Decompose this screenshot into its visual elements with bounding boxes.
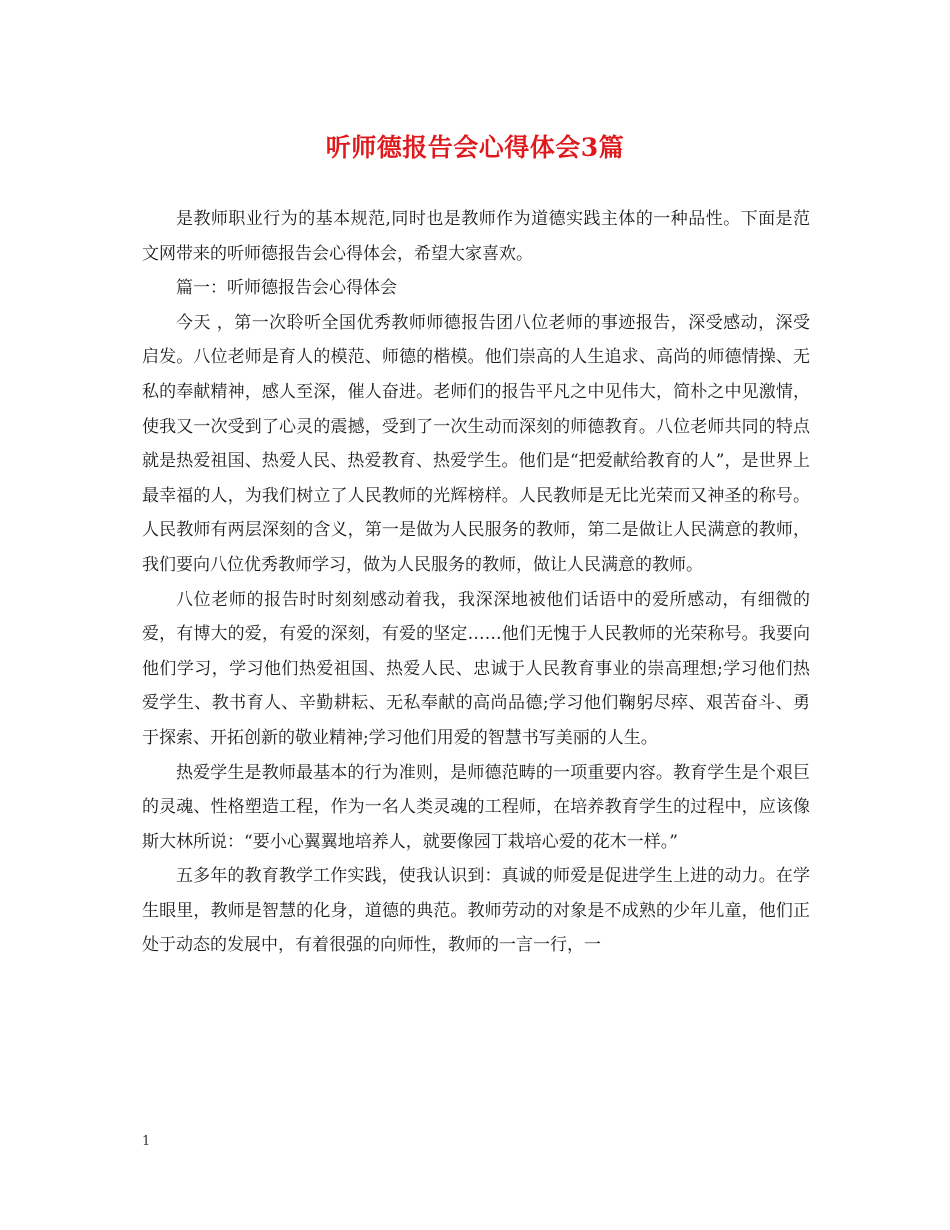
paragraph-1: 今天 ，第一次聆听全国优秀教师师德报告团八位老师的事迹报告，深受感动，深受启发。八位老师是育人的模范、师德的楷模。他们崇高的人生追求、高尚的师德情操、无私的奉献精神，感人至深，催人奋进。老师们的报告平凡之中见伟大，简朴之中见激情，使我又一次受到了心灵的震撼，受到了一次生动而深刻的师德教育。八位老师共同的特点就是热爱祖国、热爱人民、热爱教育、热爱学生。他们是“把爱献给教育的人”，是世界上最幸福的人，为我们树立了人民教师的光辉榜样。人民教师是无比光荣而又神圣的称号。人民教师有两层深刻的含义，第一是做为人民服务的教师，第二是做让人民满意的教师，我们要向八位优秀教师学习，做为人民服务的教师，做让人民满意的教师。 — [142, 312, 810, 575]
document-body — [142, 202, 810, 963]
paragraph-intro: 是教师职业行为的基本规范,同时也是教师作为道德实践主体的一种品性。下面是范文网带来的听师德报告会心得体会，希望大家喜欢。 — [142, 209, 810, 264]
page-number: 1 — [142, 1134, 151, 1149]
paragraph-4: 五多年的教育教学工作实践，使我认识到：真诚的师爱是促进学生上进的动力。在学生眼里，教师是智慧的化身，道德的典范。教师劳动的对象是不成熟的少年儿童，他们正处于动态的发展中，有着很强的向师性，教师的一言一行，一 — [142, 866, 810, 956]
paragraph-3: 热爱学生是教师最基本的行为准则，是师德范畴的一项重要内容。教育学生是个艰巨的灵魂、性格塑造工程，作为一名人类灵魂的工程师，在培养教育学生的过程中，应该像斯大林所说：“要小心翼翼地培养人，就要像园丁栽培心爱的花木一样。” — [142, 762, 810, 852]
paragraph-2: 八位老师的报告时时刻刻感动着我，我深深地被他们话语中的爱所感动，有细微的爱，有博大的爱，有爱的深刻，有爱的坚定……他们无愧于人民教师的光荣称号。我要向他们学习，学习他们热爱祖国、热爱人民、忠诚于人民教育事业的崇高理想;学习他们热爱学生、教书育人、辛勤耕耘、无私奉献的高尚品德;学习他们鞠躬尽瘁、艰苦奋斗、勇于探索、开拓创新的敬业精神;学习他们用爱的智慧书写美丽的人生。 — [142, 589, 810, 748]
document-title: 听师德报告会心得体会3篇 — [325, 133, 625, 162]
section-heading: 篇一：听师德报告会心得体会 — [176, 278, 397, 299]
